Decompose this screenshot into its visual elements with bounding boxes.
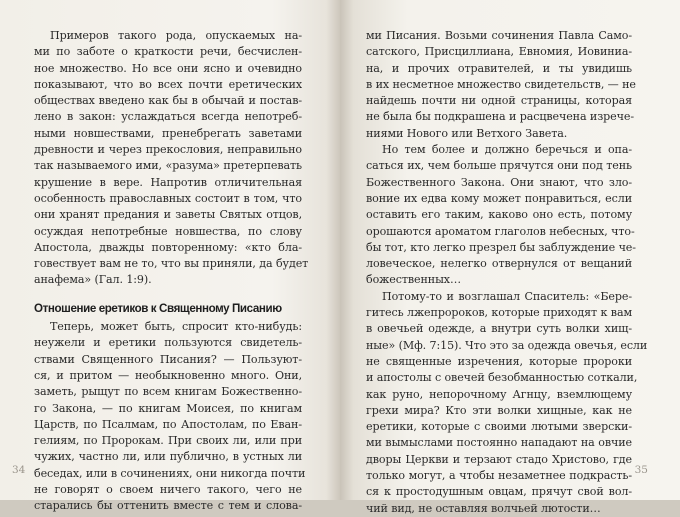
text-line: сатского, Присциллиана, Евномия, Иовиниа- bbox=[366, 45, 632, 59]
text-line: чужих, частно ли, или публично, в устных ли bbox=[34, 450, 302, 464]
page-number: 34 bbox=[12, 464, 26, 476]
text-line: ствами Священного Писания? — Пользуют- bbox=[34, 352, 302, 366]
text-line: говествует вам не то, что вы приняли, да будет bbox=[34, 257, 309, 271]
text-line: показывают, что во всех почти еретических bbox=[34, 77, 302, 91]
text-line: Но тем более и должно беречься и опа- bbox=[382, 143, 632, 157]
text-line: ное множество. Но все они ясно и очевидно bbox=[34, 61, 302, 75]
text-line: ными новшествами, пренебрегать заветами bbox=[34, 126, 302, 140]
text-line: Теперь, может быть, спросит кто-нибудь: bbox=[50, 320, 302, 334]
text-line: ные» (Мф. 7:15). Что это за одежда овечья, если bbox=[366, 338, 648, 352]
text-line: не была бы подкрашена и расцвечена изрече- bbox=[366, 110, 634, 124]
text-line: они хранят предания и заветы Святых отцов, bbox=[34, 208, 302, 222]
text-line: крушение в вере. Напротив отличительная bbox=[34, 175, 302, 189]
text-line: го Закона, — по книгам Моисея, по книгам bbox=[34, 401, 302, 415]
text-line: и апостолы с овечей безобманностью соткали, bbox=[366, 371, 638, 385]
text-line: ми по заботе о краткости речи, бесчислен- bbox=[34, 45, 302, 59]
text-line: не говорят о своем ничего такого, чего не bbox=[34, 483, 302, 497]
text-line: древности и через прекословия, неправильно bbox=[34, 143, 302, 157]
text-line: найдешь почти ни одной страницы, которая bbox=[366, 94, 632, 108]
text-line: Потому-то и возглашал Спаситель: «Бере- bbox=[382, 289, 632, 303]
text-line: в их несметное множество свидетельств, — не bbox=[366, 77, 636, 91]
text-line: так называемого ими, «разума» претерпевать bbox=[34, 159, 302, 173]
page-number: 35 bbox=[634, 464, 648, 476]
text-line: анафема» (Гал. 1:9). bbox=[34, 273, 152, 287]
text-line: на, и прочих отравителей, и ты увидишь bbox=[366, 61, 632, 75]
text-line: ниями Нового или Ветхого Завета. bbox=[366, 126, 568, 140]
text-line: лено в закон: услаждаться всегда непотреб- bbox=[34, 110, 302, 124]
text-line: как руно, непорочному Агнцу, вземлющему bbox=[366, 387, 632, 401]
section-heading: Отношение еретиков к Священному Писанию bbox=[34, 301, 282, 315]
text-line: еретики, которые с своими лютыми зверски- bbox=[366, 420, 632, 434]
text-line: Апостола, дважды повторенному: «кто бла- bbox=[34, 240, 302, 254]
text-line: орошаются ароматом глаголов небесных, что- bbox=[366, 224, 635, 238]
left-page-text bbox=[34, 28, 309, 515]
text-line: неужели и еретики пользуются свидетель- bbox=[34, 336, 302, 350]
text-line: бы тот, кто легко презрел бы заблуждение че- bbox=[366, 240, 636, 254]
right-page bbox=[340, 0, 680, 515]
text-line: старались бы оттенить вместе с тем и слова- bbox=[34, 499, 302, 513]
text-line: Божественного Закона. Они знают, что зло- bbox=[366, 175, 632, 189]
text-line: Царств, по Псалмам, по Апостолам, по Еван- bbox=[34, 417, 302, 431]
text-line: беседах, или в сочинениях, они никогда почти bbox=[34, 466, 306, 480]
text-line: в овечьей одежде, а внутри суть волки хищ- bbox=[366, 322, 632, 336]
text-line: осуждая непотребные новшества, по слову bbox=[34, 224, 302, 238]
text-line: не священные изречения, которые пророки bbox=[366, 354, 632, 368]
text-line: божественных… bbox=[366, 273, 461, 287]
text-line: ловеческое, нелегко отвернулся от вещаний bbox=[366, 257, 632, 271]
text-line: саться их, чем больше прячутся они под тень bbox=[366, 159, 632, 173]
text-line: гелиям, по Пророкам. При своих ли, или при bbox=[34, 434, 302, 448]
text-line: воние их едва кому может понравиться, если bbox=[366, 191, 632, 205]
text-line: обществах введено как бы в обычай и постав- bbox=[34, 94, 302, 108]
text-line: ся к простодушным овцам, прячут свой вол- bbox=[366, 485, 632, 499]
left-page bbox=[0, 0, 340, 513]
text-line: ми Писания. Возьми сочинения Павла Само- bbox=[366, 29, 632, 42]
text-line: только могут, а чтобы незаметнее подкрасть- bbox=[366, 469, 632, 483]
text-line: особенность православных состоит в том, что bbox=[34, 191, 302, 205]
text-line: Примеров такого рода, опускаемых на- bbox=[50, 29, 302, 42]
text-line: ми вымыслами постоянно нападают на овчие bbox=[366, 436, 632, 450]
text-line: дворы Церкви и терзают стадо Христово, где bbox=[366, 452, 632, 466]
text-line: чий вид, не оставляя волчьей лютости… bbox=[366, 501, 601, 515]
text-line: оставить его таким, каково оно есть, потому bbox=[366, 208, 632, 222]
text-line: заметь, рыщут по всем книгам Божественно- bbox=[34, 385, 302, 399]
text-line: ся, и притом — необыкновенно много. Они, bbox=[34, 368, 302, 382]
text-line: грехи мира? Кто эти волки хищные, как не bbox=[366, 403, 632, 417]
text-line: гитесь лжепророков, которые приходят к вам bbox=[366, 306, 632, 320]
